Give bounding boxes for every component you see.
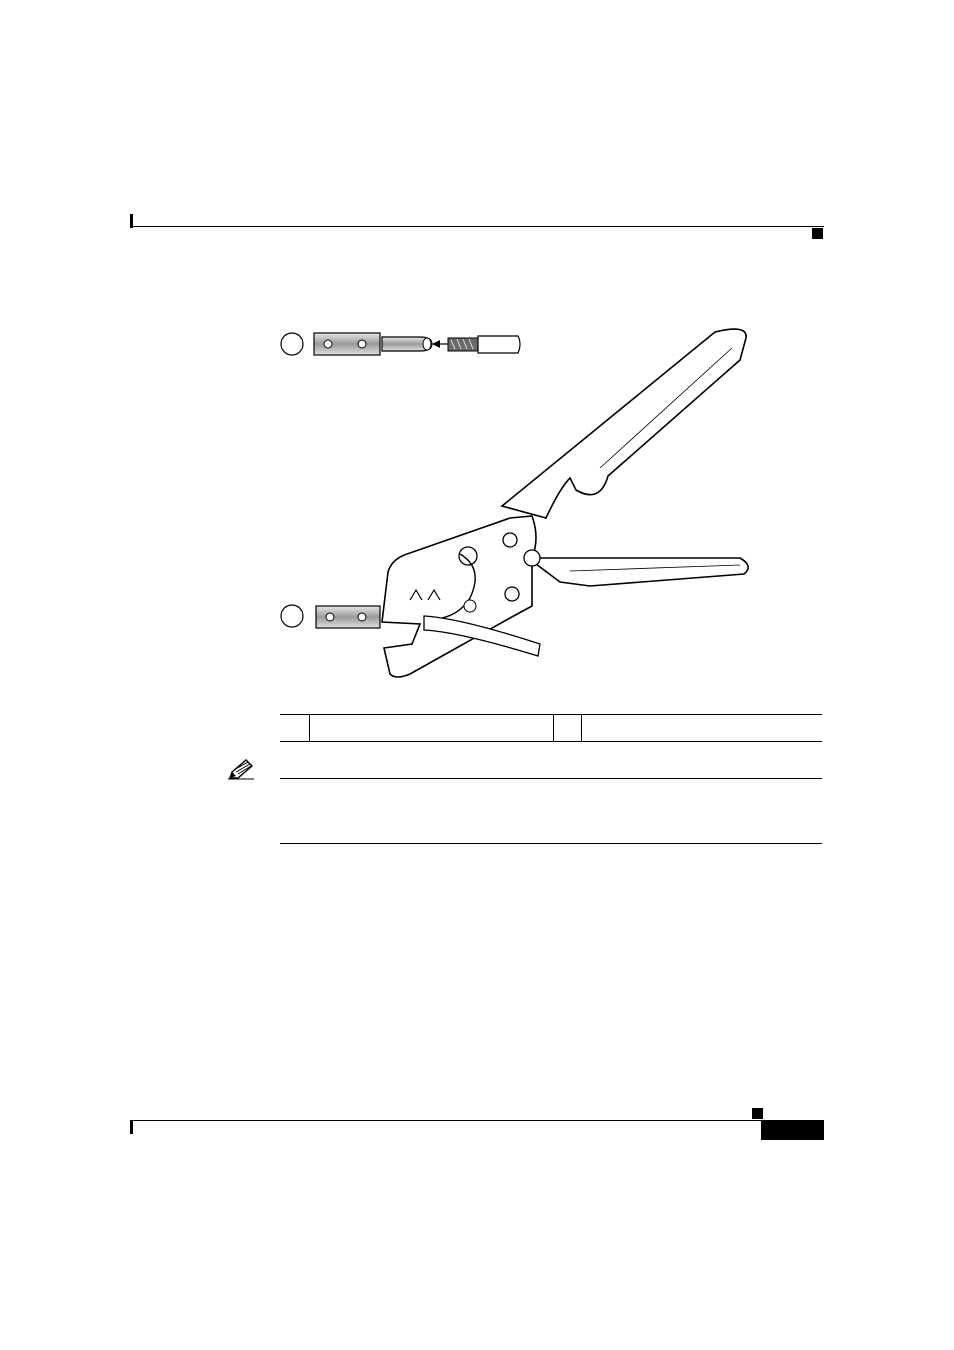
page-number-tab	[761, 1121, 824, 1140]
legend-bottom-rule	[280, 741, 822, 742]
stripped-wire	[448, 336, 520, 353]
lug-top	[314, 333, 432, 355]
header-right-marker	[812, 228, 823, 239]
legend-divider-1	[309, 714, 310, 741]
note-top-rule	[280, 778, 822, 779]
legend-divider-2	[553, 714, 554, 741]
legend-divider-3	[581, 714, 582, 741]
pencil-note-icon	[228, 758, 254, 780]
footer-left-bar	[130, 1120, 133, 1134]
note-bottom-rule	[280, 843, 822, 844]
callout-1-circle	[281, 333, 303, 355]
crimping-tool-figure	[270, 318, 770, 688]
footer-rule	[130, 1120, 824, 1121]
tool-lower-handle	[528, 558, 748, 586]
callout-2-circle	[281, 605, 303, 627]
footer-marker	[752, 1108, 763, 1119]
header-rule	[130, 226, 824, 227]
tool-upper-handle	[502, 329, 746, 518]
legend-top-rule	[280, 714, 822, 715]
lug-crimped	[316, 606, 380, 628]
